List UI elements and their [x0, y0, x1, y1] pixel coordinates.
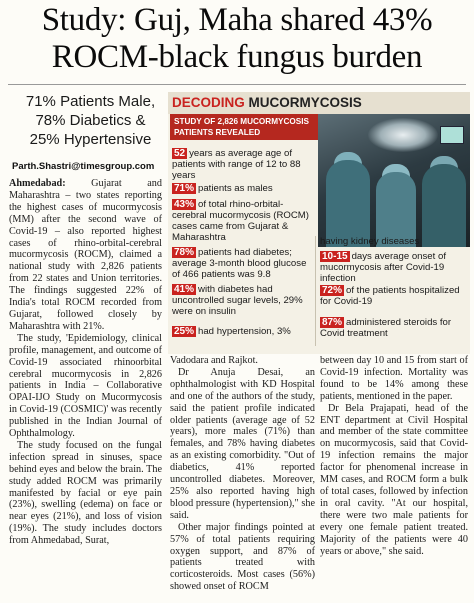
stat-item	[320, 317, 468, 339]
stat-number: 25%	[174, 326, 195, 337]
stat-number: 78%	[174, 247, 195, 258]
paragraph: between day 10 and 15 from start of Covid-19 infection. Mortality was found to be 14% among these patients, mentioned in the paper.	[320, 355, 468, 402]
stat-number: 71%	[174, 183, 195, 194]
paragraph: Dr Bela Prajapati, head of the ENT department at Civil Hospital and member of the state committee on mucormycosis, said that Covid-19 infection remains the major factor for phenomenal increase in MM cases, and ROCM form a bulk of total cases, followed by infection in oral cavity. "At our hospital, there were two male patients for every one female patient treated. Majority of the patients were 40 years or above," she said.	[320, 402, 468, 557]
stat-text: patients had diabetes; average 3-month blood glucose of 466 patients was 9.8	[172, 247, 307, 280]
stat-number: 72%	[322, 285, 343, 296]
stat-text: administered steroids for Covid treatment	[320, 317, 452, 339]
stat-item	[172, 247, 312, 280]
panel-title-red: DECODING	[172, 95, 245, 110]
article-column-3	[320, 355, 468, 557]
headline-line-2: ROCM-black fungus burden	[51, 39, 423, 75]
monitor-screen	[440, 126, 464, 144]
stat-item	[172, 183, 312, 194]
subdeck-line-3: 25% Hypertensive	[29, 131, 152, 148]
stat-item	[172, 326, 312, 337]
stat-continuation: having kidney diseases	[320, 236, 420, 247]
headline-rule	[8, 84, 466, 85]
paragraph: Vadodara and Rajkot.	[170, 355, 258, 366]
operating-room-photo	[318, 114, 470, 247]
headline	[0, 2, 474, 76]
paragraph: Dr Anuja Desai, an ophthalmologist with KD Hospital and one of the authors of the study, said the patient profile indicated older patients (average age of 52 years), more males (71%) than females, and 78% having diabetes as an existing comorbidity. "Out of diabetics, 41% reported uncontrolled diabetes. Moreover, 25% also reported having high blood pressure (hypertension)," she said.	[170, 366, 315, 521]
panel-title	[168, 92, 470, 114]
panel-divider	[315, 236, 316, 346]
stat-item	[172, 148, 312, 181]
surgeon-figure	[326, 160, 370, 247]
stat-text: with diabetes had uncontrolled sugar levels, 29% were on insulin	[172, 284, 303, 317]
paragraph: The study, 'Epidemiology, clinical profile, management, and outcome of Covid-19 associated rhinoorbital cerebral mucormycosis in 2,826 patients in India – Collaborative OPAI-IJO Study on Mucormycosis in Covid-19 (COSMIC)' was recently published in the Indian Journal of Ophthalmology.	[9, 332, 162, 440]
panel-title-black: MUCORMYCOSIS	[248, 95, 362, 110]
subdeck	[18, 92, 163, 149]
surgeon-figure	[422, 164, 466, 247]
surgical-lamp	[368, 118, 438, 152]
paragraph: The study focused on the fungal infection spread in sinuses, space behind eyes and below the brain. The study added ROCM was primarily manifested by facial or eye pain (23%), swelling (edema) on face or near eyes (21%), and loss of vision (19%). The study includes doctors from Ahmedabad, Surat,	[9, 439, 162, 547]
stat-number: 43%	[174, 199, 195, 210]
headline-line-1: Study: Guj, Maha shared 43%	[41, 2, 433, 38]
subdeck-line-1: 71% Patients Male,	[25, 93, 156, 110]
stat-text: of the patients hospitalized for Covid-19	[320, 285, 460, 307]
stat-number: 87%	[322, 317, 343, 328]
stat-text: days average onset of mucormycosis after Covid-19 infection	[320, 251, 446, 284]
paragraph: Gujarat and Maharashtra – two states reporting the highest cases of mucormycosis (MM) after the second wave of Covid-19 – also reported highest cases of rhino-orbital-cerebral mucormycosis (ROCM), claimed a national study with 2,826 patients from 22 states and Union territories. The findings suggested 22% of India's total ROCM recorded from Gujarat, followed closely by Maharashtra with 21%.	[9, 178, 162, 332]
paragraph: Other major findings pointed at 57% of total patients requiring oxygen support, and 87% of patients treated with corticosteroids. Most cases (56%) showed onset of ROCM	[170, 521, 315, 593]
article-column-2	[170, 355, 315, 593]
subdeck-line-2: 78% Diabetics &	[35, 112, 146, 129]
article-column-1	[9, 178, 162, 547]
stat-item	[172, 284, 312, 317]
stat-number: 41%	[174, 284, 195, 295]
stat-text: of total rhino-orbital-cerebral mucormycosis (ROCM) cases came from Gujarat & Maharashtra	[172, 199, 309, 243]
stat-item	[320, 251, 468, 284]
stat-item	[172, 199, 312, 243]
panel-subtitle: STUDY OF 2,826 MUCORMYCOSIS PATIENTS REVEALED	[170, 114, 318, 140]
byline-email[interactable]: Parth.Shastri@timesgroup.com	[12, 161, 155, 172]
stat-number: 10-15	[322, 251, 348, 262]
stat-item	[320, 285, 468, 307]
stat-text: patients as males	[198, 183, 273, 194]
dateline: Ahmedabad:	[9, 178, 66, 189]
stat-number: 52	[174, 148, 186, 159]
stat-text: years as average age of patients with range of 12 to 88 years	[172, 148, 301, 181]
stat-text: had hypertension, 3%	[198, 326, 291, 337]
